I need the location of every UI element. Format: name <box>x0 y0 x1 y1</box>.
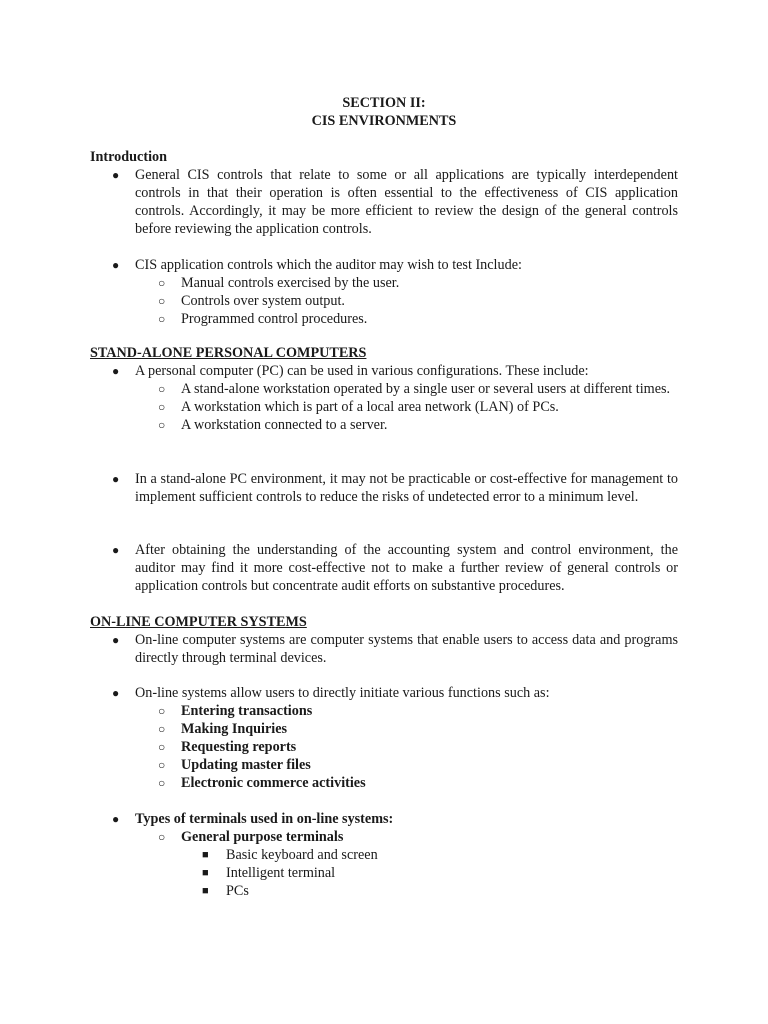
paragraph-text: Types of terminals used in on-line systems: <box>135 811 394 827</box>
bullet-icon: ● <box>112 168 120 182</box>
sub-item-text: Requesting reports <box>181 739 297 755</box>
circle-bullet-icon: ○ <box>158 400 166 414</box>
paragraph-text: In a stand-alone PC environment, it may not be practicable or cost-effective for management to implement sufficient controls to reduce the risks of undetected error to a minimum level. <box>135 471 678 505</box>
paragraph-text: A personal computer (PC) can be used in various configurations. These include: <box>135 363 589 379</box>
sub-sub-list-item <box>90 882 678 900</box>
sub-item-text: Entering transactions <box>181 703 313 719</box>
intro-bullet-2 <box>90 256 678 328</box>
sub-list-item <box>90 828 678 846</box>
bullet-icon: ● <box>112 472 120 486</box>
circle-bullet-icon: ○ <box>158 722 166 736</box>
online-heading: ON-LINE COMPUTER SYSTEMS <box>90 614 307 630</box>
circle-bullet-icon: ○ <box>158 382 166 396</box>
bullet-icon: ● <box>112 812 120 826</box>
list-item <box>90 541 678 595</box>
circle-bullet-icon: ○ <box>158 704 166 718</box>
sub-item-text: Electronic commerce activities <box>181 775 366 791</box>
square-bullet-icon: ■ <box>202 867 209 879</box>
list-item <box>90 256 678 274</box>
sub-list-item <box>90 310 678 328</box>
sub-list-item <box>90 702 678 720</box>
bullet-icon: ● <box>112 364 120 378</box>
sub-list-item <box>90 416 678 434</box>
circle-bullet-icon: ○ <box>158 758 166 772</box>
paragraph-text: CIS application controls which the auditor may wish to test Include: <box>135 257 522 273</box>
paragraph-text: After obtaining the understanding of the accounting system and control environment, the auditor may find it more cost-effective not to make a further review of general controls or application controls but concentrate audit efforts on substantive procedures. <box>135 542 678 594</box>
sub-sub-item-text: PCs <box>226 883 249 899</box>
sub-item-text: Updating master files <box>181 757 311 773</box>
list-item <box>90 470 678 506</box>
list-item <box>90 362 678 380</box>
standalone-bullet-2 <box>90 470 678 506</box>
circle-bullet-icon: ○ <box>158 830 166 844</box>
standalone-bullet-1 <box>90 362 678 434</box>
section-subtitle: CIS ENVIRONMENTS <box>311 113 457 129</box>
sub-list-item <box>90 292 678 310</box>
standalone-bullet-3 <box>90 541 678 595</box>
bullet-icon: ● <box>112 633 120 647</box>
sub-list-item <box>90 274 678 292</box>
circle-bullet-icon: ○ <box>158 776 166 790</box>
sub-sub-item-text: Basic keyboard and screen <box>226 847 378 863</box>
sub-item-text: Controls over system output. <box>181 293 345 309</box>
list-item <box>90 810 678 828</box>
online-bullet-1 <box>90 631 678 667</box>
list-item <box>90 684 678 702</box>
square-bullet-icon: ■ <box>202 885 209 897</box>
bullet-icon: ● <box>112 686 120 700</box>
online-bullet-3 <box>90 810 678 900</box>
list-item <box>90 631 678 667</box>
paragraph-text: General CIS controls that relate to some or all applications are typically interdependent controls in that their operation is often essential to the effectiveness of CIS application controls. Accordingly, it may be more efficient to review the design of the general controls before reviewing the application controls. <box>135 167 678 237</box>
sub-sub-item-text: Intelligent terminal <box>226 865 336 881</box>
intro-bullet-1 <box>90 166 678 238</box>
bullet-icon: ● <box>112 543 120 557</box>
standalone-heading: STAND-ALONE PERSONAL COMPUTERS <box>90 345 367 361</box>
circle-bullet-icon: ○ <box>158 294 166 308</box>
circle-bullet-icon: ○ <box>158 418 166 432</box>
online-bullet-2 <box>90 684 678 792</box>
sub-item-text: Making Inquiries <box>181 721 288 737</box>
sub-list-item <box>90 738 678 756</box>
sub-list-item <box>90 380 678 398</box>
sub-item-text: A workstation connected to a server. <box>181 417 388 433</box>
sub-sub-list-item <box>90 846 678 864</box>
sub-list-item <box>90 398 678 416</box>
circle-bullet-icon: ○ <box>158 312 166 326</box>
sub-item-text: Manual controls exercised by the user. <box>181 275 400 291</box>
list-item <box>90 166 678 238</box>
sub-item-text: Programmed control procedures. <box>181 311 368 327</box>
sub-item-text: General purpose terminals <box>181 829 344 845</box>
sub-item-text: A workstation which is part of a local area network (LAN) of PCs. <box>181 399 559 415</box>
bullet-icon: ● <box>112 258 120 272</box>
section-title: SECTION II: <box>342 95 426 111</box>
paragraph-text: On-line systems allow users to directly initiate various functions such as: <box>135 685 550 701</box>
paragraph-text: On-line computer systems are computer systems that enable users to access data and programs directly through terminal devices. <box>135 632 678 666</box>
introduction-heading: Introduction <box>90 149 167 165</box>
square-bullet-icon: ■ <box>202 849 209 861</box>
sub-list-item <box>90 720 678 738</box>
circle-bullet-icon: ○ <box>158 740 166 754</box>
circle-bullet-icon: ○ <box>158 276 166 290</box>
sub-item-text: A stand-alone workstation operated by a single user or several users at different times. <box>181 381 671 397</box>
sub-list-item <box>90 774 678 792</box>
sub-sub-list-item <box>90 864 678 882</box>
sub-list-item <box>90 756 678 774</box>
